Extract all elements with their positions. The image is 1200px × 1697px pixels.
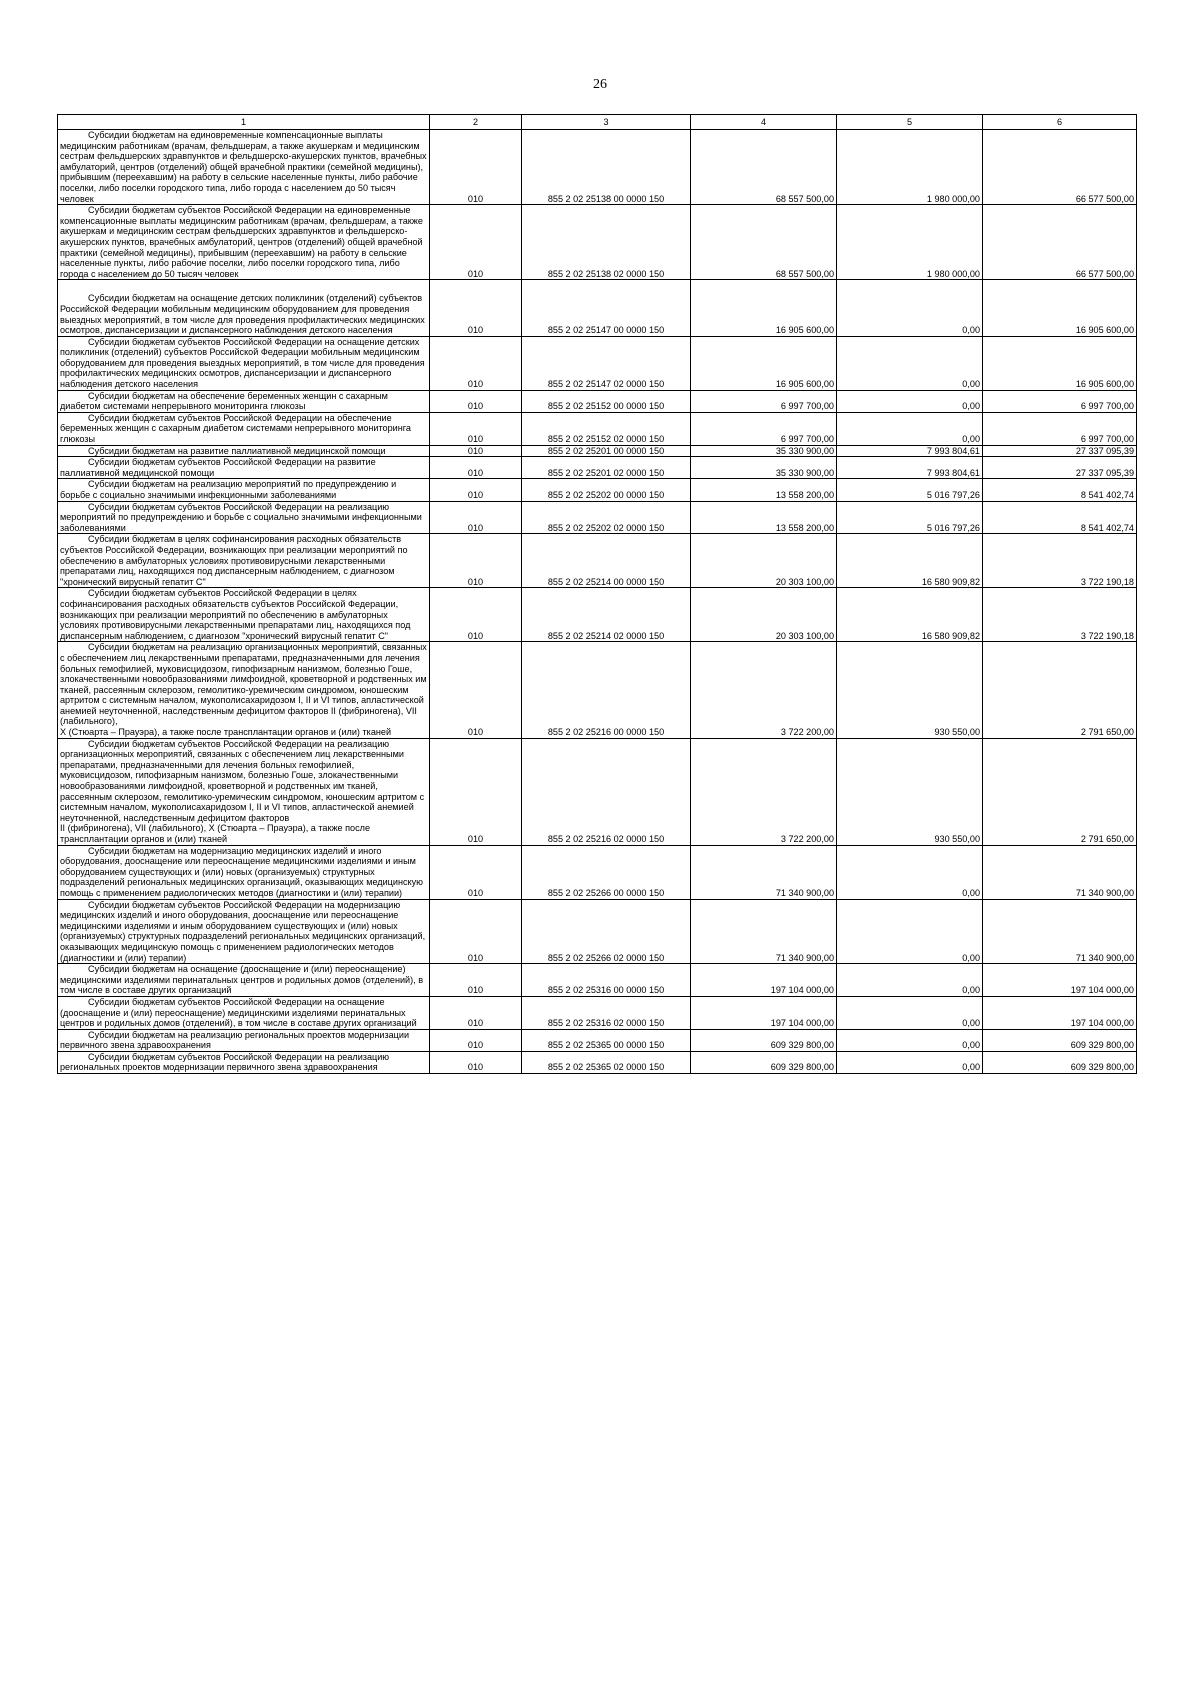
executed-amount-cell: 1 980 000,00 — [837, 205, 983, 280]
row-name-text: Субсидии бюджетам субъектов Российской Федерации на реализацию организационных мероприятий, связанных с обеспечением лиц лекарственными препаратами, предназначенными для лечения больных гемофилией, муковисцидозом, гипофизарным нанизмом, болезнью Гоше, злокачественными новообразованиями лимфоидной, кроветворной и родственных им тканей, рассеянным склерозом, гемолитико-уремическим синдромом, юношеским артритом с системным началом, мукополисахаридозом I, II и VI типов, апластической анемией неуточненной, наследственным дефицитом факторов II (фибриногена), VII (лабильного), X (Стюарта – Прауэра), а также после трансплантации органов и (или) тканей — [60, 738, 425, 844]
name-cell — [58, 899, 430, 964]
unexecuted-amount-cell: 27 337 095,39 — [983, 445, 1137, 457]
name-cell — [58, 1029, 430, 1051]
table-row — [58, 336, 1137, 390]
table-row — [58, 205, 1137, 280]
unexecuted-amount-cell: 197 104 000,00 — [983, 964, 1137, 997]
table-row — [58, 845, 1137, 899]
row-name-text: Субсидии бюджетам субъектов Российской Федерации на реализацию региональных проектов модернизации первичного звена здравоохранения — [60, 1051, 390, 1073]
table-row — [58, 280, 1137, 336]
approved-amount-cell: 609 329 800,00 — [691, 1029, 837, 1051]
executed-amount-cell: 0,00 — [837, 964, 983, 997]
table-row — [58, 501, 1137, 534]
name-cell — [58, 390, 430, 412]
unexecuted-amount-cell: 2 791 650,00 — [983, 738, 1137, 845]
unexecuted-amount-cell: 6 997 700,00 — [983, 390, 1137, 412]
executed-amount-cell: 7 993 804,61 — [837, 457, 983, 479]
column-header: 4 — [691, 115, 837, 130]
name-cell — [58, 205, 430, 280]
name-cell — [58, 445, 430, 457]
budget-classification-code-cell: 855 2 02 25266 02 0000 150 — [522, 899, 691, 964]
table-row — [58, 130, 1137, 205]
table-row — [58, 457, 1137, 479]
line-code-cell: 010 — [430, 280, 522, 336]
row-name-text: Субсидии бюджетам на оснащение (дооснащение и (или) переоснащение) медицинскими изделиями перинатальных центров и родильных домов (отделений), в том числе в составе других организаций — [60, 964, 424, 996]
line-code-cell: 010 — [430, 899, 522, 964]
row-name-text: Субсидии бюджетам на модернизацию медицинских изделий и иного оборудования, дооснащение или переоснащение медицинскими изделиями и иным оборудованием существующих и (или) новых (организуемых) структурных подразделений региональных медицинских организаций, оказывающих медицинскую помощь с применением радиологических методов (диагностики и (или) терапии) — [60, 845, 423, 898]
table-row — [58, 964, 1137, 997]
unexecuted-amount-cell: 8 541 402,74 — [983, 479, 1137, 501]
table-row — [58, 445, 1137, 457]
approved-amount-cell: 197 104 000,00 — [691, 964, 837, 997]
executed-amount-cell: 0,00 — [837, 412, 983, 445]
table-row — [58, 534, 1137, 588]
row-name-text: Субсидии бюджетам на обеспечение беременных женщин с сахарным диабетом системами непрерывного мониторинга глюкозы — [60, 390, 388, 412]
budget-classification-code-cell: 855 2 02 25214 02 0000 150 — [522, 588, 691, 642]
line-code-cell: 010 — [430, 588, 522, 642]
column-header: 1 — [58, 115, 430, 130]
name-cell — [58, 642, 430, 738]
approved-amount-cell: 16 905 600,00 — [691, 280, 837, 336]
approved-amount-cell: 3 722 200,00 — [691, 642, 837, 738]
name-cell — [58, 964, 430, 997]
line-code-cell: 010 — [430, 457, 522, 479]
name-cell — [58, 457, 430, 479]
name-cell — [58, 479, 430, 501]
budget-classification-code-cell: 855 2 02 25214 00 0000 150 — [522, 534, 691, 588]
line-code-cell: 010 — [430, 412, 522, 445]
unexecuted-amount-cell: 609 329 800,00 — [983, 1051, 1137, 1073]
row-name-text: Субсидии бюджетам на реализацию региональных проектов модернизации первичного звена здравоохранения — [60, 1029, 410, 1051]
budget-classification-code-cell: 855 2 02 25152 02 0000 150 — [522, 412, 691, 445]
approved-amount-cell: 71 340 900,00 — [691, 899, 837, 964]
line-code-cell: 010 — [430, 445, 522, 457]
line-code-cell: 010 — [430, 996, 522, 1029]
executed-amount-cell: 0,00 — [837, 336, 983, 390]
row-name-text: Субсидии бюджетам на единовременные компенсационные выплаты медицинским работникам (врачам, фельдшерам, а также акушеркам и медицинским сестрам фельдшерских здравпунктов и фельдшерско-акушерских пунктов, врачебных амбулаторий, центров (отделений) общей врачебной практики (семейной медицины), прибывшим (переехавшим) на работу в сельские населенные пункты, либо рабочие поселки, либо поселки городского типа, либо города с населением до 50 тысяч человек — [60, 130, 427, 204]
row-name-text: Субсидии бюджетам на реализацию мероприятий по предупреждению и борьбе с социально значимыми инфекционными заболеваниями — [60, 479, 397, 500]
name-cell — [58, 280, 430, 336]
row-name-text: Субсидии бюджетам на развитие паллиативной медицинской помощи — [88, 445, 386, 456]
executed-amount-cell: 0,00 — [837, 390, 983, 412]
approved-amount-cell: 609 329 800,00 — [691, 1051, 837, 1073]
name-cell — [58, 336, 430, 390]
column-header: 2 — [430, 115, 522, 130]
line-code-cell: 010 — [430, 1029, 522, 1051]
column-header: 5 — [837, 115, 983, 130]
budget-classification-code-cell: 855 2 02 25147 02 0000 150 — [522, 336, 691, 390]
unexecuted-amount-cell: 3 722 190,18 — [983, 588, 1137, 642]
table-row — [58, 738, 1137, 845]
page-number: 26 — [593, 77, 607, 92]
executed-amount-cell: 0,00 — [837, 1051, 983, 1073]
table-row — [58, 996, 1137, 1029]
approved-amount-cell: 35 330 900,00 — [691, 457, 837, 479]
unexecuted-amount-cell: 66 577 500,00 — [983, 130, 1137, 205]
executed-amount-cell: 7 993 804,61 — [837, 445, 983, 457]
line-code-cell: 010 — [430, 534, 522, 588]
budget-classification-code-cell: 855 2 02 25147 00 0000 150 — [522, 280, 691, 336]
table-row — [58, 642, 1137, 738]
table-row — [58, 479, 1137, 501]
budget-classification-code-cell: 855 2 02 25365 02 0000 150 — [522, 1051, 691, 1073]
budget-classification-code-cell: 855 2 02 25152 00 0000 150 — [522, 390, 691, 412]
table-row — [58, 1029, 1137, 1051]
unexecuted-amount-cell: 6 997 700,00 — [983, 412, 1137, 445]
row-name-text: Субсидии бюджетам субъектов Российской Федерации на единовременные компенсационные выплаты медицинским работникам (врачам, фельдшерам, а также акушеркам и медицинским сестрам фельдшерских здравпунктов и фельдшерско-акушерских пунктов, врачебных амбулаторий, центров (отделений) общей врачебной практики (семейной медицины), прибывшим (переехавшим) на работу в сельские населенные пункты, либо рабочие поселки, либо поселки городского типа, либо города с населением до 50 тысяч человек — [60, 205, 423, 279]
budget-classification-code-cell: 855 2 02 25216 00 0000 150 — [522, 642, 691, 738]
executed-amount-cell: 0,00 — [837, 845, 983, 899]
unexecuted-amount-cell: 71 340 900,00 — [983, 899, 1137, 964]
name-cell — [58, 130, 430, 205]
table-row — [58, 1051, 1137, 1073]
unexecuted-amount-cell: 8 541 402,74 — [983, 501, 1137, 534]
executed-amount-cell: 0,00 — [837, 899, 983, 964]
approved-amount-cell: 197 104 000,00 — [691, 996, 837, 1029]
row-name-text: Субсидии бюджетам субъектов Российской Федерации на оснащение (дооснащение и (или) переоснащение) медицинскими изделиями перинатальных центров и родильных домов (отделений), в том числе в составе других организаций — [60, 996, 417, 1029]
budget-classification-code-cell: 855 2 02 25266 00 0000 150 — [522, 845, 691, 899]
row-name-text: Субсидии бюджетам субъектов Российской Федерации на обеспечение беременных женщин с сахарным диабетом системами непрерывного мониторинга глюкозы — [60, 412, 411, 445]
name-cell — [58, 845, 430, 899]
approved-amount-cell: 16 905 600,00 — [691, 336, 837, 390]
row-name-text: Субсидии бюджетам на реализацию организационных мероприятий, связанных с обеспечением лиц лекарственными препаратами, предназначенными для лечения больных гемофилией, муковисцидозом, гипофизарным нанизмом, болезнью Гоше, злокачественными новообразованиями лимфоидной, кроветворной и родственных им тканей, рассеянным склерозом, гемолитико-уремическим синдромом, юношеским артритом с системным началом, мукополисахаридозом I, II и VI типов, апластической анемией неуточненной, наследственным дефицитом факторов II (фибриногена), VII (лабильного), X (Стюарта – Прауэра), а также после трансплантации органов и (или) тканей — [60, 642, 427, 738]
executed-amount-cell: 0,00 — [837, 996, 983, 1029]
line-code-cell: 010 — [430, 390, 522, 412]
row-name-text: Субсидии бюджетам субъектов Российской Федерации в целях софинансирования расходных обязательств субъектов Российской Федерации, возникающих при реализации мероприятий по обеспечению в амбулаторных условиях противовирусными лекарственными препаратами лиц, находящихся под диспансерным наблюдением, с диагнозом "хронический вирусный гепатит C" — [60, 588, 411, 641]
executed-amount-cell: 5 016 797,26 — [837, 479, 983, 501]
budget-classification-code-cell: 855 2 02 25201 00 0000 150 — [522, 445, 691, 457]
approved-amount-cell: 68 557 500,00 — [691, 205, 837, 280]
row-name-text: Субсидии бюджетам в целях софинансирования расходных обязательств субъектов Российской Федерации, возникающих при реализации мероприятий по обеспечению в амбулаторных условиях противовирусными лекарственными препаратами лиц, находящихся под диспансерным наблюдением, с диагнозом "хронический вирусный гепатит C" — [60, 534, 408, 587]
table-row — [58, 899, 1137, 964]
line-code-cell: 010 — [430, 642, 522, 738]
budget-table — [57, 114, 1137, 1074]
executed-amount-cell: 930 550,00 — [837, 642, 983, 738]
name-cell — [58, 996, 430, 1029]
name-cell — [58, 501, 430, 534]
table-row — [58, 588, 1137, 642]
unexecuted-amount-cell: 66 577 500,00 — [983, 205, 1137, 280]
row-name-text: Субсидии бюджетам субъектов Российской Федерации на оснащение детских поликлиник (отделений) субъектов Российской Федерации мобильным медицинским оборудованием для проведения выездных мероприятий, в том числе для проведения профилактических медицинских осмотров, диспансеризации и диспансерного наблюдения детского населения — [60, 336, 425, 390]
budget-classification-code-cell: 855 2 02 25365 00 0000 150 — [522, 1029, 691, 1051]
line-code-cell: 010 — [430, 1051, 522, 1073]
approved-amount-cell: 71 340 900,00 — [691, 845, 837, 899]
line-code-cell: 010 — [430, 964, 522, 997]
budget-classification-code-cell: 855 2 02 25216 02 0000 150 — [522, 738, 691, 845]
budget-classification-code-cell: 855 2 02 25316 02 0000 150 — [522, 996, 691, 1029]
approved-amount-cell: 20 303 100,00 — [691, 588, 837, 642]
table-row — [58, 412, 1137, 445]
approved-amount-cell: 6 997 700,00 — [691, 412, 837, 445]
executed-amount-cell: 930 550,00 — [837, 738, 983, 845]
executed-amount-cell: 0,00 — [837, 1029, 983, 1051]
row-name-text: Субсидии бюджетам субъектов Российской Федерации на реализацию мероприятий по предупреждению и борьбе с социально значимыми инфекционными заболеваниями — [60, 501, 422, 533]
budget-classification-code-cell: 855 2 02 25202 02 0000 150 — [522, 501, 691, 534]
executed-amount-cell: 0,00 — [837, 280, 983, 336]
executed-amount-cell: 16 580 909,82 — [837, 534, 983, 588]
executed-amount-cell: 16 580 909,82 — [837, 588, 983, 642]
row-name-text: Субсидии бюджетам на оснащение детских поликлиник (отделений) субъектов Российской Федерации мобильным медицинским оборудованием для проведения выездных мероприятий, в том числе для проведения профилактических медицинских осмотров, диспансеризации и диспансерного наблюдения детского населения — [60, 293, 425, 336]
unexecuted-amount-cell: 197 104 000,00 — [983, 996, 1137, 1029]
line-code-cell: 010 — [430, 501, 522, 534]
line-code-cell: 010 — [430, 336, 522, 390]
line-code-cell: 010 — [430, 130, 522, 205]
row-name-text: Субсидии бюджетам субъектов Российской Федерации на развитие паллиативной медицинской помощи — [60, 457, 376, 478]
name-cell — [58, 412, 430, 445]
column-header: 6 — [983, 115, 1137, 130]
executed-amount-cell: 5 016 797,26 — [837, 501, 983, 534]
budget-classification-code-cell: 855 2 02 25316 00 0000 150 — [522, 964, 691, 997]
unexecuted-amount-cell: 16 905 600,00 — [983, 280, 1137, 336]
unexecuted-amount-cell: 3 722 190,18 — [983, 534, 1137, 588]
approved-amount-cell: 35 330 900,00 — [691, 445, 837, 457]
column-header: 3 — [522, 115, 691, 130]
budget-classification-code-cell: 855 2 02 25202 00 0000 150 — [522, 479, 691, 501]
unexecuted-amount-cell: 71 340 900,00 — [983, 845, 1137, 899]
name-cell — [58, 534, 430, 588]
table-row — [58, 390, 1137, 412]
executed-amount-cell: 1 980 000,00 — [837, 130, 983, 205]
unexecuted-amount-cell: 16 905 600,00 — [983, 336, 1137, 390]
line-code-cell: 010 — [430, 738, 522, 845]
header-row — [58, 115, 1137, 130]
budget-classification-code-cell: 855 2 02 25138 00 0000 150 — [522, 130, 691, 205]
unexecuted-amount-cell: 609 329 800,00 — [983, 1029, 1137, 1051]
approved-amount-cell: 6 997 700,00 — [691, 390, 837, 412]
row-name-text: Субсидии бюджетам субъектов Российской Федерации на модернизацию медицинских изделий и иного оборудования, дооснащение или переоснащение медицинскими изделиями и иным оборудованием существующих и (или) новых (организуемых) структурных подразделений региональных медицинских организаций, оказывающих медицинскую помощь с применением радиологических методов (диагностики и (или) терапии) — [60, 899, 426, 963]
unexecuted-amount-cell: 27 337 095,39 — [983, 457, 1137, 479]
approved-amount-cell: 68 557 500,00 — [691, 130, 837, 205]
approved-amount-cell: 3 722 200,00 — [691, 738, 837, 845]
approved-amount-cell: 13 558 200,00 — [691, 501, 837, 534]
line-code-cell: 010 — [430, 845, 522, 899]
name-cell — [58, 1051, 430, 1073]
budget-classification-code-cell: 855 2 02 25138 02 0000 150 — [522, 205, 691, 280]
name-cell — [58, 738, 430, 845]
budget-classification-code-cell: 855 2 02 25201 02 0000 150 — [522, 457, 691, 479]
unexecuted-amount-cell: 2 791 650,00 — [983, 642, 1137, 738]
line-code-cell: 010 — [430, 479, 522, 501]
approved-amount-cell: 20 303 100,00 — [691, 534, 837, 588]
line-code-cell: 010 — [430, 205, 522, 280]
name-cell — [58, 588, 430, 642]
approved-amount-cell: 13 558 200,00 — [691, 479, 837, 501]
